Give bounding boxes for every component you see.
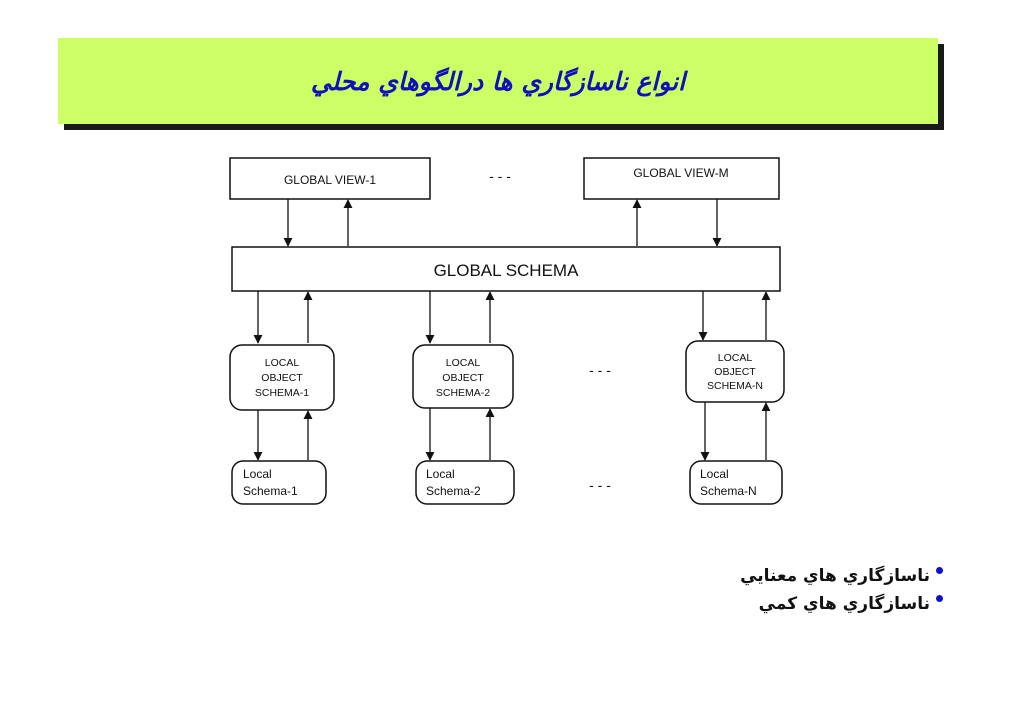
lsn-line2: Schema-N [700, 484, 757, 498]
bullet-dot-icon [936, 595, 943, 602]
ls1-line2: Schema-1 [243, 484, 298, 498]
ellipsis-top: - - - [489, 168, 511, 184]
los2-line3: SCHEMA-2 [435, 387, 491, 399]
ls2-line2: Schema-2 [426, 484, 481, 498]
los2-line1: LOCAL [445, 357, 481, 369]
global-view-1-label: GLOBAL VIEW-1 [283, 173, 377, 187]
los1-line3: SCHEMA-1 [254, 387, 310, 399]
ls2-line1: Local [426, 467, 455, 481]
losn-line2: OBJECT [714, 366, 756, 378]
los1-line2: OBJECT [261, 372, 303, 384]
global-schema-label: GLOBAL SCHEMA [433, 261, 579, 280]
ellipsis-middle: - - - [589, 362, 611, 378]
ls1-line1: Local [243, 467, 272, 481]
losn-line3: SCHEMA-N [706, 380, 764, 392]
bullet-item [740, 591, 943, 617]
lsn-line1: Local [700, 467, 729, 481]
los2-line2: OBJECT [442, 372, 484, 384]
title-bar [58, 38, 938, 124]
slide-title: انواع ناسازگاري ها درالگوهاي محلي [310, 66, 686, 96]
global-view-m-label: GLOBAL VIEW-M [633, 166, 729, 180]
bullet-list [740, 563, 943, 619]
los1-line1: LOCAL [264, 357, 300, 369]
schema-architecture-diagram [200, 140, 800, 520]
ellipsis-bottom: - - - [589, 477, 611, 493]
losn-line1: LOCAL [717, 352, 753, 364]
bullet-dot-icon [936, 567, 943, 574]
bullet-text-semantic: ناسازگاري هاي معنايي [740, 566, 930, 586]
bullet-item [740, 563, 943, 589]
bullet-text-quantitative: ناسازگاري هاي کمي [758, 594, 930, 614]
